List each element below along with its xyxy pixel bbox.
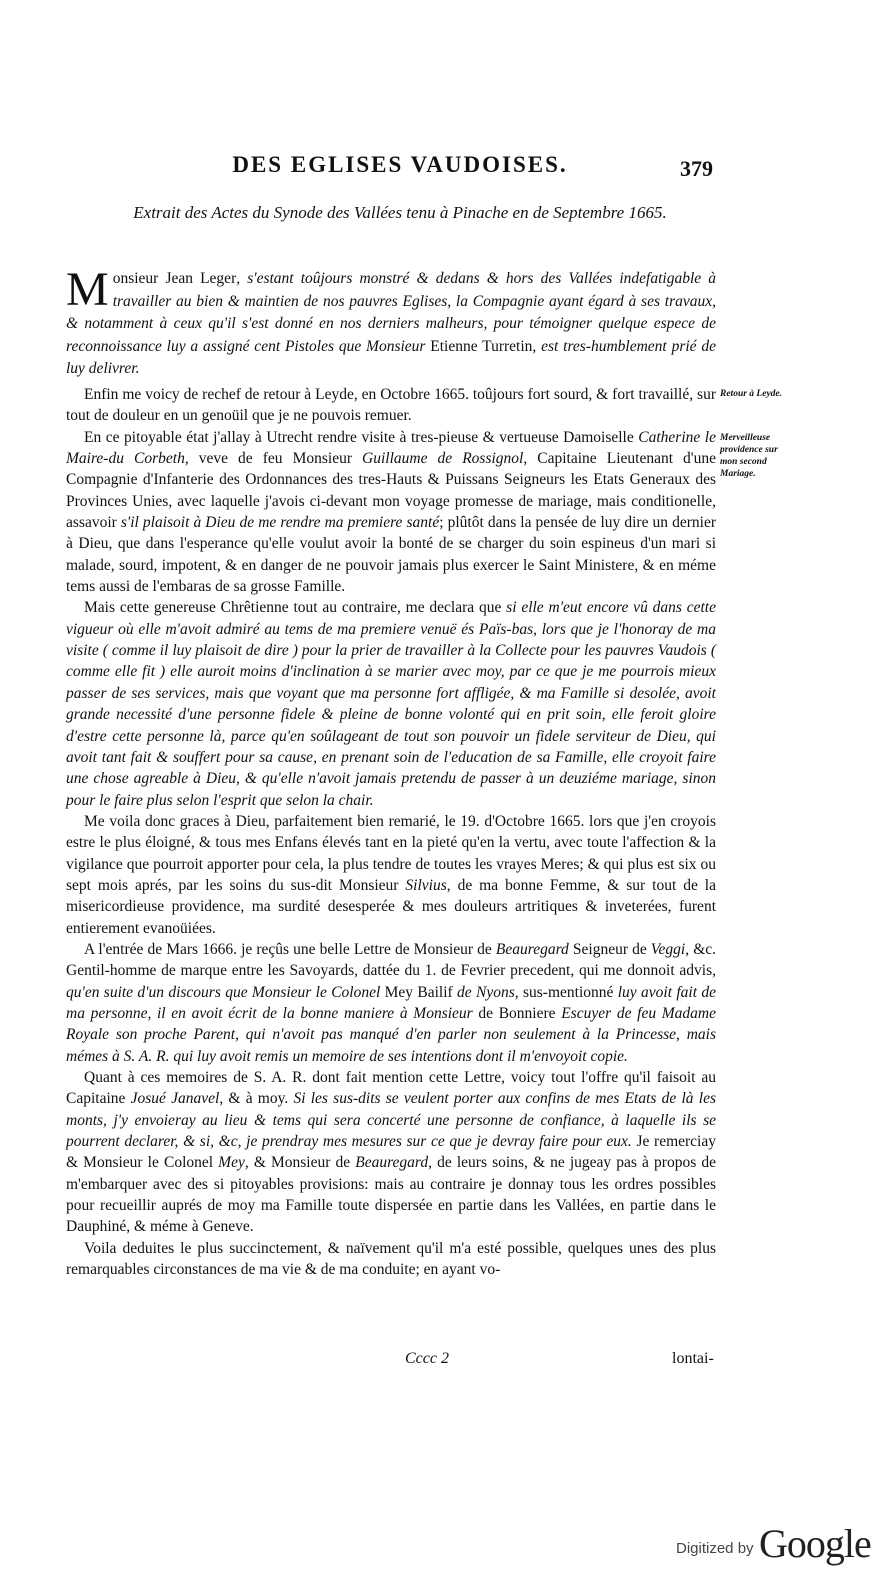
main-text [66,384,716,1280]
margin-note-return: Retour à Leyde. [720,389,783,399]
paragraph-text: Me voila donc graces à Dieu, parfaitement bien remarié, le 19. d'Octobre 1665. lors que j'en croyois estre le plus éloigné, & tous mes Enfans élevés tant en la pieté qu'en la vertu, avec toute l'affection & la vigilance que pourroit apporter pour cela, la plus tendre de toutes les vrayes Meres; & qui plus est six ou sept mois aprés, par les soins du sus-dit Monsieur [66,812,716,894]
paragraph [66,384,716,427]
paragraph [66,811,716,939]
paragraph-text: Mey Bailif [380,983,458,1001]
watermark-prefix: Digitized by [676,1540,754,1557]
paragraph-italic: Si les sus-dits se veulent porter aux confins de mes Etats de là les monts, j'y envoieray au lieu & tems qui sera concerté une personne de confiance, à laquelle ils se pourrent declarer, & si, &c, je prendray mes mesures sur ce que je devray faire pour eux. [66,1090,716,1151]
paragraph [66,427,716,598]
place-name: de Nyons [457,983,515,1001]
person-name: Guillaume de Rossignol [362,450,524,468]
extract-name: Jean Leger [165,270,237,287]
paragraph-italic: si elle m'eut encore vû dans cette vigueur où elle m'avoit admiré au tems de ma premiere venuë és Païs-bas, lors que je l'honoray de ma visite ( comme il luy plaisoit de dire ) pour la prier de travailler à la Collecte pour les pauvres Vaudois ( comme elle fit ) elle auroit moins d'inclination à se marier avec moy, par ce que je me pourrois mieux passer de ses services, mais que voyant que ma personne fort affligée, & ma Famille si desolée, avoit grande necessité d'une personne fidele & pleine de bonne volonté qui en prit soin, elle feroit gloire d'estre cette personne là, parce qu'en soûlageant de tout son pouvoir un fidele serviteur de Dieu, qui avoit tant fait & souffert pour sa cause, en prenant soin de l'education de sa Famille, elle croyoit faire une chose agreable à Dieu, & qu'elle n'avoit jamais pretendu de passer à un deuziéme mariage, sinon pour le faire plus selon l'esprit que selon la chair. [66,599,716,809]
paragraph-text: , veve de feu Monsieur [184,450,363,468]
page-number: 379 [680,156,713,181]
paragraph [66,1238,716,1281]
paragraph-text: Je remerciay & Monsieur le Colonel [66,1133,716,1172]
person-name: Beauregard [495,940,569,958]
paragraph [66,597,716,810]
paragraph-italic: qu'en suite d'un discours que Monsieur le Colonel [66,983,381,1001]
extract-text-end-italic: est tres-humblement prié de luy delivrer. [66,337,716,377]
extract-text: onsieur [112,270,166,287]
person-name: Catherine le Maire-du Corbeth [66,428,716,468]
paragraph-text: Enfin me voicy de rechef de retour à Leyde, en Octobre 1665. toûjours fort sourd, & fort travaillé, sur tout de douleur en un genoüil que je ne pouvois remuer. [66,386,716,425]
extract-body [66,263,716,381]
running-title: DES EGLISES VAUDOISES. [232,152,568,177]
paragraph [66,1067,716,1238]
paragraph-text: A l'entrée de Mars 1666. je reçûs une belle Lettre de Monsieur de [84,940,496,958]
paragraph-text: Quant à ces memoires de S. A. R. dont fait mention cette Lettre, voicy tout l'offre qu'il faisoit au Capitaine [66,1069,716,1108]
drop-cap: M [66,263,109,316]
paragraph-text: Seigneur de [568,940,651,958]
google-logo: Google [759,1521,871,1566]
paragraph [66,939,716,1067]
paragraph-text: , Capitaine Lieutenant d'une Compagnie d'Infanterie des Ordonnances des tres-Hauts & Puissans Seigneurs les Etats Generaux des Provinces Unies, avec laquelle j'avois ci-devant mon voyage promesse de mariage, mais conditionelle, assavoir [66,450,716,532]
paragraph-text: ; plûtôt dans la pensée de luy dire un dernier à Dieu, que dans l'esperance qu'elle voulut avoir la bonté de se charger du soin espineus d'un mari si malade, sourd, impotent, & en danger de ne pouvoir jamais plus exercer le Saint Ministere, & en méme tems aussi de l'embaras de sa grosse Famille. [66,514,717,596]
catchword: lontai- [672,1350,714,1367]
extract-text-end: Etienne Turretin, [430,337,542,355]
paragraph-text: , & Monsieur de [244,1154,356,1172]
paragraph-italic: luy avoit fait de ma personne, il en avoit écrit de la bonne maniere à Monsieur [66,983,716,1022]
signature-mark: Cccc 2 [405,1350,449,1367]
paragraph-italic: Escuyer de feu Madame Royale son proche Parent, qui n'avoit pas manqué d'en parler non seulement à la Princesse, mais mémes à S. A. R. qui luy avoit remis un memoire de ses intentions dont il m'envoyoit copie. [66,1004,716,1065]
margin-note-providence: Merveilleuse providence sur mon second Mariage. [720,433,778,479]
extract-text-italic: , s'estant toûjours monstré & dedans & hors des Vallées indefatigable à travailler au bien & maintien de nos pauvres Eglises, la Compagnie ayant égard à ses travaux, & notamment à ceux qu'il s'est donné en nos derniers malheurs, pour témoigner quelque espece de reconnoissance luy a assigné cent Pistoles que Monsieur [66,270,716,355]
paragraph-text: , sus-mentionné [514,983,618,1001]
extract-title: Extrait des Actes du Synode des Vallées tenu à Pinache en de Septembre 1665. [133,203,667,222]
paragraph-text: En ce pitoyable état j'allay à Utrecht rendre visite à tres-pieuse & vertueuse Damoiselle [84,428,639,446]
paragraph-italic: s'il plaisoit à Dieu de me rendre ma premiere santé [120,514,440,532]
paragraph-text: Mais cette genereuse Chrêtienne tout au contraire, me declara que [84,599,507,617]
person-name: Silvius [405,876,447,894]
digitized-watermark [676,1522,876,1566]
paragraph-text: , &c. Gentil-homme de marque entre les Savoyards, dattée du 1. de Fevrier precedent, qui me donnoit advis, [66,940,717,980]
person-name: Josué Janavel [130,1090,220,1108]
paragraph-text: , de leurs soins, & ne jugeay pas à propos de m'embarquer avec des si pitoyables provisions: mais au contraire je donnay tous les ordres possibles pour recueillir auprés de moy ma Famille toute dispersée en partie dans les Vallées, en partie dans le Dauphiné, & méme à Geneve. [66,1154,716,1236]
person-name: Mey [218,1154,245,1172]
person-name: Beauregard [355,1154,429,1172]
place-name: Veggi [650,940,686,958]
paragraph-text: , & à moy. [219,1090,294,1108]
paragraph-text: , de ma bonne Femme, & sur tout de la misericordieuse providence, ma surdité desesperée & mes douleurs artritiques & inveterées, furent entierement evanoüiées. [66,876,716,937]
paragraph-text: Voila deduites le plus succinctement, & naïvement qu'il m'a esté possible, quelques unes des plus remarquables circonstances de ma vie & de ma conduite; en ayant vo- [66,1239,716,1279]
paragraph-text: de Bonniere [472,1004,562,1022]
